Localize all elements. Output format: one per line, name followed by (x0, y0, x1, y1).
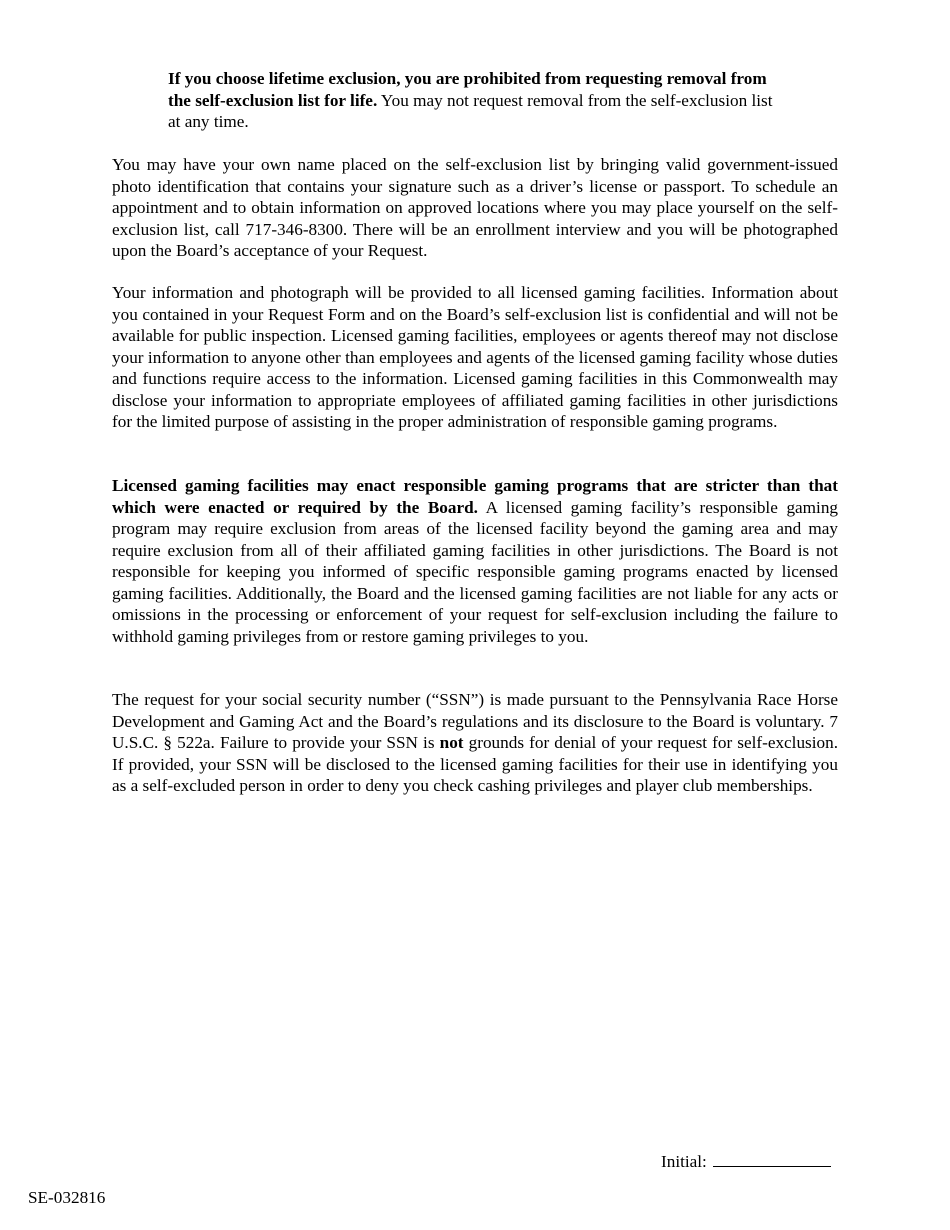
ssn-bold-not: not (439, 733, 464, 752)
programs-bold: Licensed gaming facilities may enact responsible gaming programs that are stricter than that which were enacted or required by the Board. (112, 476, 838, 517)
confidentiality-paragraph: Your information and photograph will be provided to all licensed gaming facilities. Information about you contained in your Request Form and on the Board’s self-exclusion list is confidential and will not be available for public inspection. Licensed gaming facilities, employees or agents thereof may not disclose your information to anyone other than employees and agents of the licensed gaming facility whose duties and functions require access to the information. Licensed gaming facilities in this Commonwealth may disclose your information to appropriate employees of affiliated gaming facilities in other jurisdictions for the limited purpose of assisting in the proper administration of responsible gaming programs. (112, 283, 838, 431)
ssn-paragraph (112, 689, 838, 797)
initial-label: Initial: (661, 1152, 707, 1171)
lifetime-exclusion-notice (168, 68, 788, 133)
lifetime-exclusion-text: You may not request removal from the self-exclusion list at any time. (168, 90, 773, 131)
ssn-text-after: grounds for denial of your request for self-exclusion. If provided, your SSN will be disclosed to the licensed gaming facilities for their use in identifying you as a self-excluded person in order to deny you check cashing privileges and player club memberships. (112, 733, 838, 795)
lifetime-exclusion-bold: If you choose lifetime exclusion, you are prohibited from requesting removal from the self-exclusion list for life. (168, 69, 767, 110)
ssn-text-before: The request for your social security number (“SSN”) is made pursuant to the Pennsylvania Race Horse Development and Gaming Act and the Board’s regulations and its disclosure to the Board is voluntary. 7 U.S.C. § 522a. Failure to provide your SSN is (112, 690, 838, 752)
form-code: SE-032816 (28, 1188, 106, 1207)
initial-signature-line (713, 1150, 831, 1167)
programs-text: A licensed gaming facility’s responsible gaming program may require exclusion from areas of the licensed facility beyond the gaming area and may require exclusion from all of their affiliated gaming facilities in other jurisdictions. The Board is not responsible for keeping you informed of specific responsible gaming programs enacted by licensed gaming facilities. Additionally, the Board and the licensed gaming facilities are not liable for any acts or omissions in the processing or enforcement of your request for self-exclusion including the failure to withhold gaming privileges from or restore gaming privileges to you. (112, 497, 839, 646)
enrollment-paragraph: You may have your own name placed on the self-exclusion list by bringing valid government-issued photo identification that contains your signature such as a driver’s license or passport. To schedule an appointment and to obtain information on approved locations where you may place yourself on the self-exclusion list, call 717-346-8300. There will be an enrollment interview and you will be photographed upon the Board’s acceptance of your Request. (112, 155, 838, 260)
initial-field (661, 1150, 831, 1173)
responsible-gaming-programs-paragraph (112, 475, 838, 647)
